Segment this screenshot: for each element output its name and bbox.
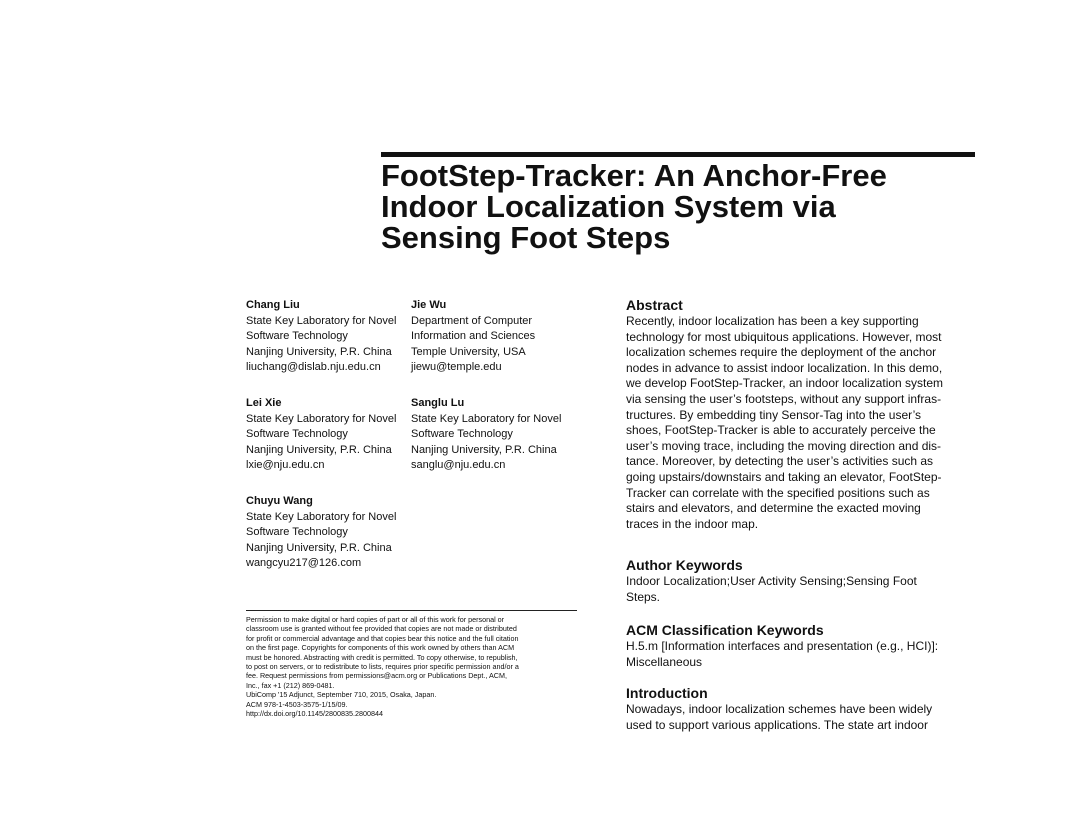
- keywords-line: Steps.: [626, 589, 661, 604]
- abstract-line: nodes in advance to assist indoor localization. In this demo,: [626, 360, 943, 375]
- introduction-section: [626, 685, 966, 733]
- author-affiliation: Software Technology: [246, 526, 348, 538]
- permission-line: http://dx.doi.org/10.1145/2800835.2800844: [246, 709, 383, 719]
- acm-keywords-body: [626, 639, 966, 670]
- author-affiliation: State Key Laboratory for Novel: [246, 510, 397, 523]
- author-affiliation: Temple University, USA: [411, 345, 526, 358]
- author-affiliation: Software Technology: [246, 428, 348, 440]
- author-affiliation: State Key Laboratory for Novel: [411, 412, 562, 425]
- keywords-line: Indoor Localization;User Activity Sensing;Sensing Foot: [626, 574, 917, 588]
- permission-line: classroom use is granted without fee provided that copies are not made or distributed: [246, 624, 517, 634]
- author-keywords-section: [626, 557, 966, 605]
- author-affiliation: Nanjing University, P.R. China: [411, 443, 557, 456]
- abstract-line: technology for most ubiquitous applications. However, most: [626, 329, 942, 344]
- abstract-section: [626, 297, 966, 532]
- permission-line: on the first page. Copyrights for components of this work owned by others than ACM: [246, 643, 515, 653]
- abstract-line: tance. Moreover, by detecting the user’s activities such as: [626, 454, 934, 469]
- abstract-line: via sensing the user’s footsteps, without any support infras-: [626, 391, 942, 406]
- author-affiliation: Information and Sciences: [411, 330, 536, 342]
- abstract-line: localization schemes require the deployment of the anchor: [626, 345, 937, 360]
- abstract-line: tructures. By embedding tiny Sensor-Tag into the user’s: [626, 407, 922, 422]
- author-email: sanglu@nju.edu.cn: [411, 459, 506, 471]
- permission-line: for profit or commercial advantage and that copies bear this notice and the full citation: [246, 633, 519, 643]
- author-email: lxie@nju.edu.cn: [246, 459, 325, 471]
- permission-line: Inc., fax +1 (212) 869-0481.: [246, 680, 335, 690]
- abstract-heading: Abstract: [626, 297, 683, 313]
- abstract-line: going upstairs/downstairs and taking an elevator, FootStep-: [626, 469, 942, 484]
- author-email: liuchang@dislab.nju.edu.cn: [246, 361, 381, 373]
- author-block: [411, 396, 561, 474]
- author-affiliation: Software Technology: [411, 428, 513, 440]
- acm-keywords-heading: ACM Classification Keywords: [626, 622, 824, 638]
- permission-line: must be honored. Abstracting with credit is permitted. To copy otherwise, to republish,: [246, 652, 518, 662]
- author-name: Sanglu Lu: [411, 397, 465, 409]
- author-email: wangcyu217@126.com: [246, 557, 362, 569]
- introduction-heading: Introduction: [626, 685, 708, 701]
- author-keywords-body: [626, 574, 966, 605]
- title-line: FootStep-Tracker: An Anchor-Free: [381, 158, 887, 193]
- author-affiliation: Nanjing University, P.R. China: [246, 345, 392, 358]
- author-name: Chang Liu: [246, 299, 300, 311]
- abstract-line: we develop FootStep-Tracker, an indoor localization system: [626, 376, 944, 391]
- author-block: [246, 494, 396, 572]
- author-name: Chuyu Wang: [246, 495, 313, 507]
- abstract-body: [626, 314, 966, 532]
- abstract-line: shoes, FootStep-Tracker is able to accurately perceive the: [626, 423, 936, 438]
- acm-line: H.5.m [Information interfaces and presentation (e.g., HCI)]:: [626, 639, 939, 653]
- introduction-body: [626, 702, 966, 733]
- author-affiliation: Nanjing University, P.R. China: [246, 541, 392, 554]
- abstract-line: traces in the indoor map.: [626, 516, 759, 531]
- paper-title: [381, 160, 981, 253]
- abstract-line: Recently, indoor localization has been a key supporting: [626, 314, 919, 328]
- author-email: jiewu@temple.edu: [411, 361, 502, 373]
- author-affiliation: Department of Computer: [411, 314, 533, 327]
- abstract-line: stairs and elevators, and determine the exacted moving: [626, 501, 921, 516]
- author-block: [246, 298, 396, 376]
- introduction-line: used to support various applications. The state art indoor: [626, 717, 928, 732]
- abstract-line: Tracker can correlate with the specified positions such as: [626, 485, 930, 500]
- title-rule: [381, 152, 975, 157]
- author-affiliation: State Key Laboratory for Novel: [246, 412, 397, 425]
- abstract-line: user’s moving trace, including the moving direction and dis-: [626, 438, 942, 453]
- acm-keywords-section: [626, 622, 966, 670]
- author-name: Jie Wu: [411, 299, 447, 311]
- permission-line: to post on servers, or to redistribute to lists, requires prior specific permission and/or a: [246, 662, 519, 672]
- author-name: Lei Xie: [246, 397, 282, 409]
- permission-notice: [246, 610, 577, 718]
- author-block: [411, 298, 535, 376]
- author-block: [246, 396, 396, 474]
- permission-line: fee. Request permissions from permissions@acm.org or Publications Dept., ACM,: [246, 671, 507, 681]
- permission-line: UbiComp '15 Adjunct, September 710, 2015, Osaka, Japan.: [246, 690, 437, 700]
- permission-line: ACM 978-1-4503-3575-1/15/09.: [246, 699, 348, 709]
- title-line: Sensing Foot Steps: [381, 220, 671, 255]
- author-affiliation: State Key Laboratory for Novel: [246, 314, 397, 327]
- introduction-line: Nowadays, indoor localization schemes have been widely: [626, 702, 933, 716]
- permission-line: Permission to make digital or hard copies of part or all of this work for personal or: [246, 615, 505, 624]
- title-line: Indoor Localization System via: [381, 189, 836, 224]
- author-affiliation: Nanjing University, P.R. China: [246, 443, 392, 456]
- author-affiliation: Software Technology: [246, 330, 348, 342]
- author-keywords-heading: Author Keywords: [626, 557, 743, 573]
- acm-line: Miscellaneous: [626, 654, 703, 669]
